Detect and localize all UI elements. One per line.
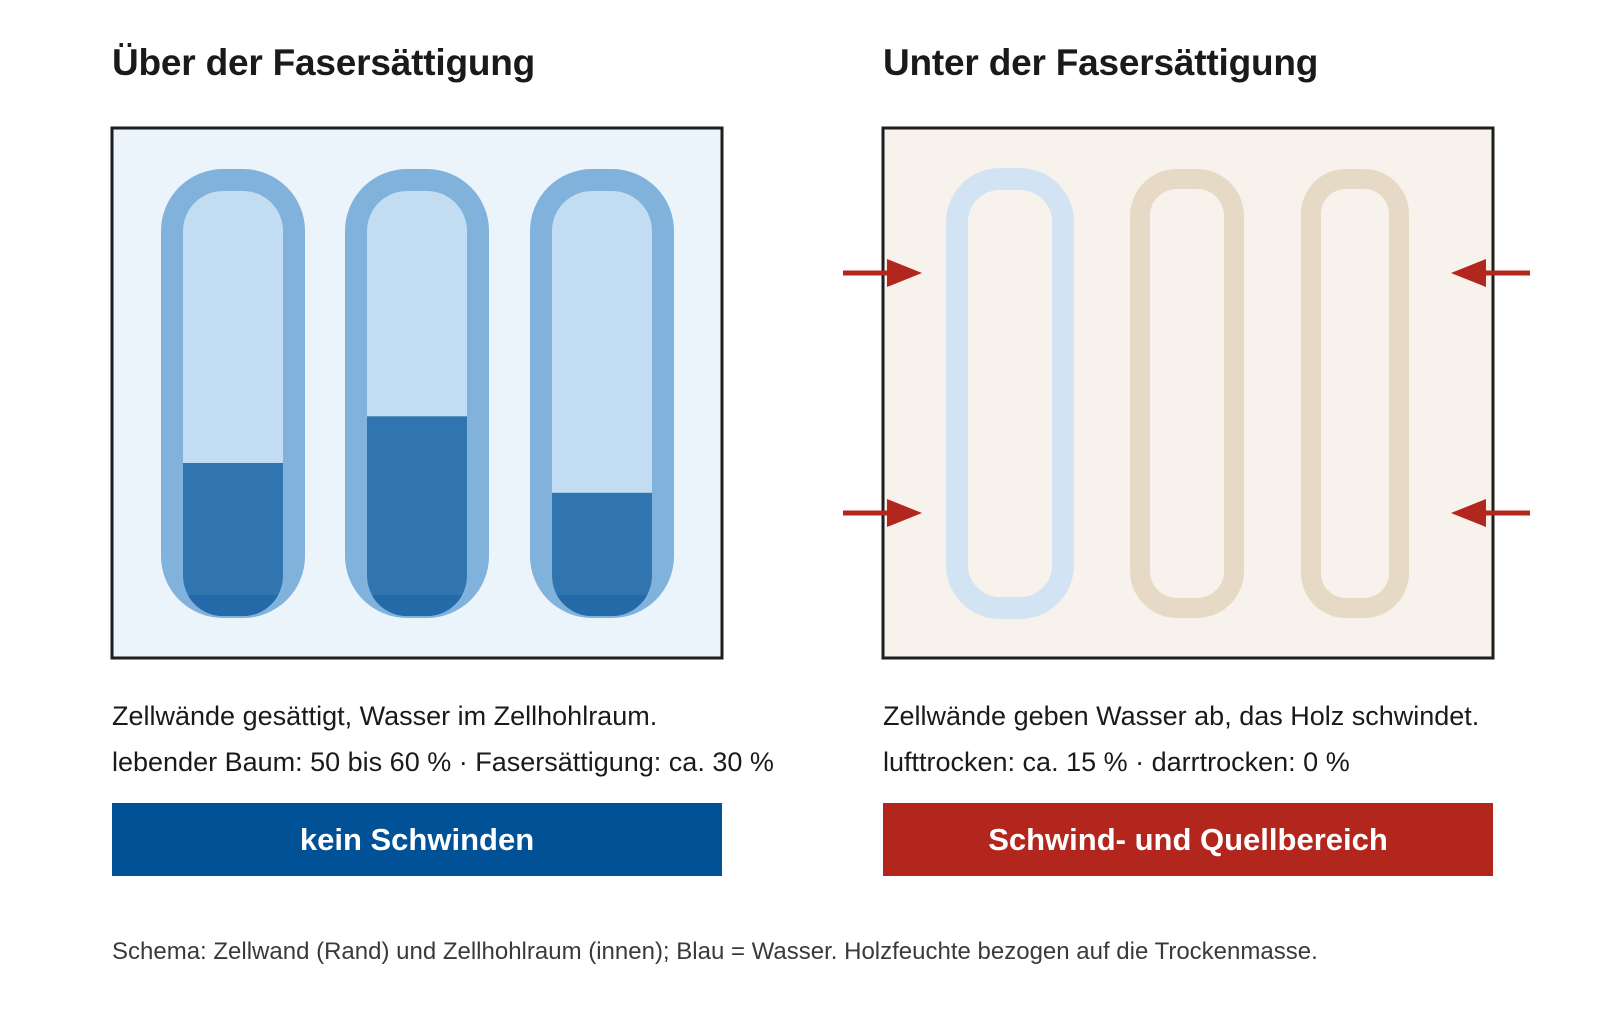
- left-panel-description: [112, 693, 774, 785]
- footnote: Schema: Zellwand (Rand) und Zellhohlraum (innen); Blau = Wasser. Holzfeuchte bezogen auf die Trockenmasse.: [112, 938, 1318, 965]
- water-fill-1: [183, 463, 283, 618]
- cell-saturated-1: [161, 169, 305, 635]
- right-panel-description: [883, 693, 1479, 785]
- right-panel-title: Unter der Fasersättigung: [883, 42, 1319, 83]
- no-shrinkage-badge: kein Schwinden: [112, 803, 722, 876]
- cell-saturated-3: [530, 169, 674, 635]
- left-description-line-2: lebender Baum: 50 bis 60 % · Fasersättigung: ca. 30 %: [112, 747, 774, 777]
- right-description-line-2: lufttrocken: ca. 15 % · darrtrocken: 0 %: [883, 747, 1350, 777]
- cell-saturated-2: [345, 169, 489, 635]
- right-description-line-1: Zellwände geben Wasser ab, das Holz schwindet.: [883, 701, 1480, 731]
- left-panel-title: Über der Fasersättigung: [112, 42, 536, 83]
- left-description-line-1: Zellwände gesättigt, Wasser im Zellhohlraum.: [112, 701, 658, 731]
- water-fill-2: [367, 416, 467, 618]
- shrink-swell-range-badge: Schwind- und Quellbereich: [883, 803, 1493, 876]
